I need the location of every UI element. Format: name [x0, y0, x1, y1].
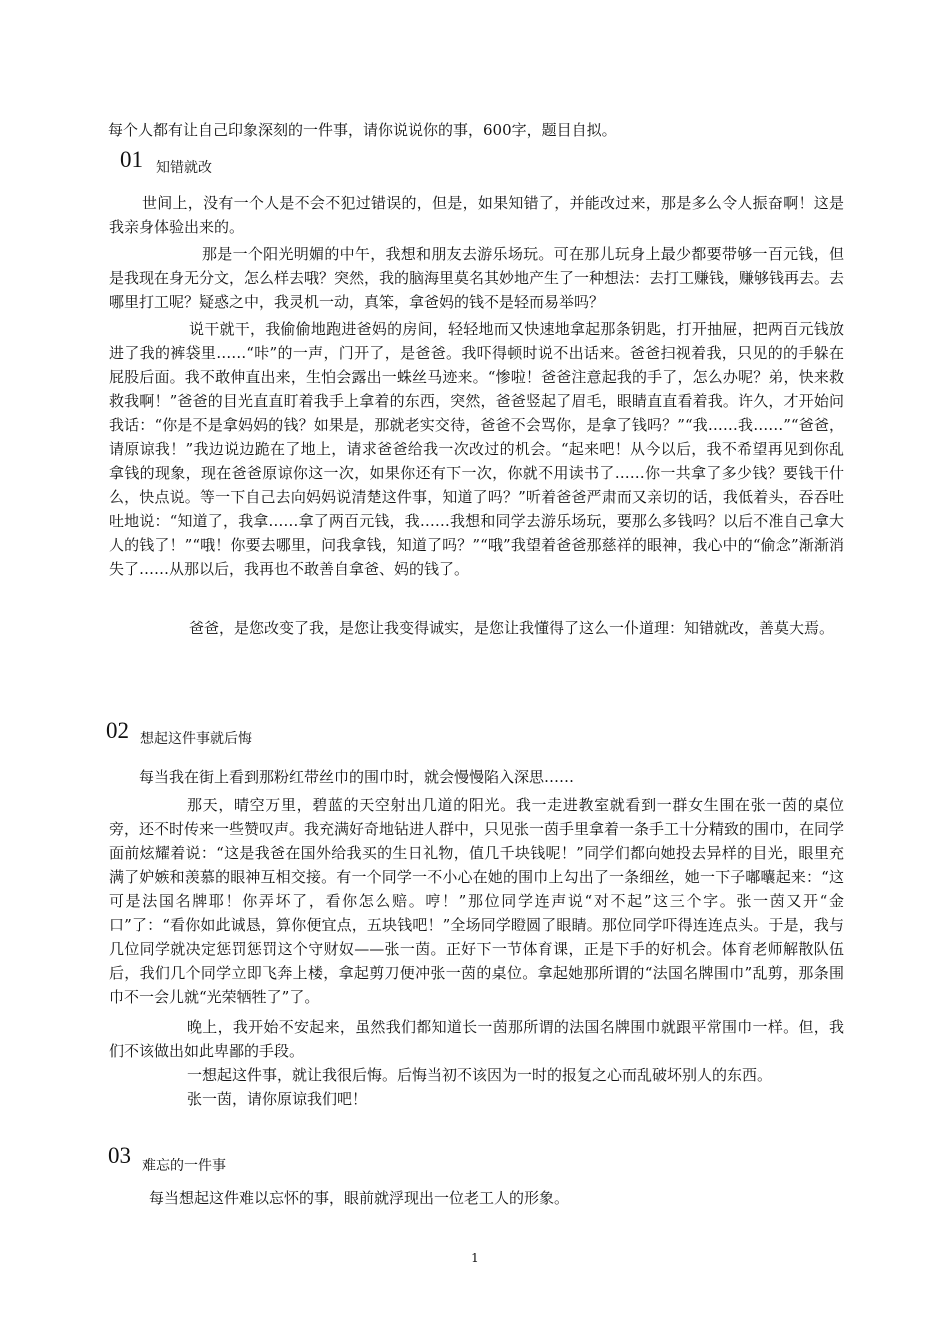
paragraph: 一想起这件事，就让我很后悔。后悔当初不该因为一时的报复之心而乱破坏别人的东西。 — [187, 1066, 773, 1084]
paragraph: 爸爸，是您改变了我，是您让我变得诚实，是您让我懂得了这么一仆道理：知错就改，善莫大焉。 — [189, 619, 835, 637]
section-number: 01 — [120, 147, 143, 172]
section-title: 知错就改 — [156, 160, 212, 176]
section-number: 02 — [106, 718, 129, 743]
paragraph: 那是一个阳光明媚的中午，我想和朋友去游乐场玩。可在那儿玩身上最少都要带够一百元钱，但是我现在身无分文，怎么样去哦？突然，我的脑海里莫名其妙地产生了一种想法：去打工赚钱，赚够钱再去。去哪里打工呢？疑惑之中，我灵机一动，真笨，拿爸妈的钱不是轻而易举吗？ — [109, 245, 845, 311]
paragraph: 晚上，我开始不安起来，虽然我们都知道长一茵那所谓的法国名牌围巾就跟平常围巾一样。但，我们不该做出如此卑鄙的手段。 — [109, 1018, 844, 1060]
essay-prompt: 每个人都有让自己印象深刻的一件事，请你说说你的事，600字，题目自拟。 — [108, 121, 617, 139]
paragraph: 世间上，没有一个人是不会不犯过错误的，但是，如果知错了，并能改过来，那是多么令人振奋啊！这是我亲身体验出来的。 — [109, 194, 844, 236]
paragraph: 每当想起这件难以忘怀的事，眼前就浮现出一位老工人的形象。 — [149, 1189, 570, 1207]
paragraph: 每当我在街上看到那粉红带丝巾的围巾时，就会慢慢陷入深思…… — [139, 768, 575, 786]
section-title: 想起这件事就后悔 — [140, 731, 252, 747]
page-number: 1 — [471, 1251, 479, 1265]
paragraph: 说干就干，我偷偷地跑进爸妈的房间，轻轻地而又快速地拿起那条钥匙，打开抽屉，把两百元钱放进了我的裤袋里……“咔”的一声，门开了，是爸爸。我吓得顿时说不出话来。爸爸扫视着我，只见的的手躲在屁股后面。我不敢伸直出来，生怕会露出一蛛丝马迹来。“惨啦！爸爸注意起我的手了，怎么办呢？弟，快来救救我啊！”爸爸的目光直直盯着我手上拿着的东西，突然，爸爸竖起了眉毛，眼睛直直看着我。许久，才开始问我话：“你是不是拿妈妈的钱？如果是，那就老实交待，爸爸不会骂你，是拿了钱吗？”“我……我……”“爸爸，请原谅我！”我边说边跪在了地上，请求爸爸给我一次改过的机会。“起来吧！从今以后，我不希望再见到你乱拿钱的现象，现在爸爸原谅你这一次，如果你还有下一次，你就不用读书了……你一共拿了多少钱？要钱干什么，快点说。等一下自己去向妈妈说清楚这件事，知道了吗？”听着爸爸严肃而又亲切的话，我低着头，吞吞吐吐地说：“知道了，我拿……拿了两百元钱，我……我想和同学去游乐场玩，要那么多钱吗？以后不准自己拿大人的钱了！”“哦！你要去哪里，问我拿钱，知道了吗？”“哦”我望着爸爸那慈祥的眼神，我心中的“偷念”渐渐消失了……从那以后，我再也不敢善自拿爸、妈的钱了。 — [109, 320, 844, 578]
paragraph: 张一茵，请你原谅我们吧！ — [187, 1090, 368, 1108]
section-title: 难忘的一件事 — [142, 1158, 226, 1174]
section-number: 03 — [108, 1143, 131, 1168]
paragraph: 那天，晴空万里，碧蓝的天空射出几道的阳光。我一走进教室就看到一群女生围在张一茵的桌位旁，还不时传来一些赞叹声。我充满好奇地钻进人群中，只见张一茵手里拿着一条手工十分精致的围巾，在同学面前炫耀着说：“这是我爸在国外给我买的生日礼物，值几千块钱呢！”同学们都向她投去异样的目光，眼里充满了妒嫉和羡慕的眼神互相交接。有一个同学一不小心在她的围巾上勾出了一条细丝，她一下子嘟囔起来：“这可是法国名牌耶！你弄坏了，看你怎么赔。哼！”那位同学连声说“对不起”这三个字。张一茵又开“金口”了：“看你如此诚恳，算你便宜点，五块钱吧！”全场同学瞪圆了眼睛。那位同学吓得连连点头。于是，我与几位同学就决定惩罚惩罚这个守财奴——张一茵。正好下一节体育课，正是下手的好机会。体育老师解散队伍后，我们几个同学立即飞奔上楼，拿起剪刀便冲张一茵的桌位。拿起她那所谓的“法国名牌围巾”乱剪，那条围巾不一会儿就“光荣牺牲了”了。 — [109, 796, 845, 1006]
